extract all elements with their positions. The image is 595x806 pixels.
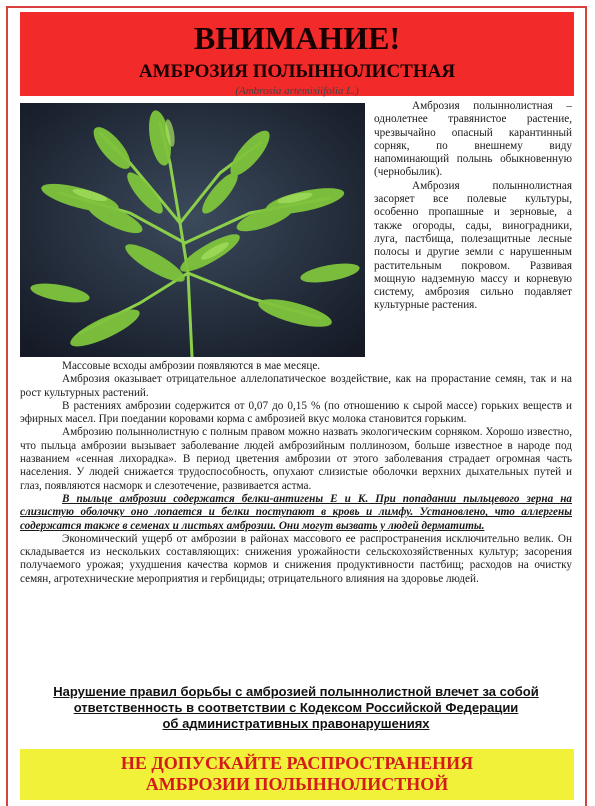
body-paragraph: Массовые всходы амброзии появляются в мае месяце. — [62, 360, 321, 372]
legal-notice-line: об административных правонарушениях — [162, 716, 430, 731]
call-to-action-banner — [20, 749, 574, 800]
warning-header — [20, 12, 574, 96]
legal-notice — [20, 684, 572, 732]
plant-name: АМБРОЗИЯ ПОЛЫННОЛИСТНАЯ — [138, 61, 456, 82]
ragweed-photo — [20, 103, 365, 357]
banner-line: АМБРОЗИИ ПОЛЫННОЛИСТНОЙ — [145, 774, 449, 794]
side-paragraph: Амброзия полыннолистная – однолетнее травянистое растение, чрезвычайно опасный карантинный сорняк, по внешнему виду напоминающий полынь обыкновенную (чернобылик). — [374, 100, 572, 179]
body-paragraph: Амброзия оказывает отрицательное аллелопатическое воздействие, как на прорастание семян, так и на рост культурных растений. — [20, 373, 572, 399]
side-paragraph: Амброзия полыннолистная засоряет все полевые культуры, особенно пропашные и зерновые, а также огороды, сады, виноградники, луга, пастбища, полезащитные лесные полосы и другие земли с нарушенным растительным покровом. Развивая мощную надземную массу и корневую систему, амброзия сильно подавляет культурные растения. — [374, 179, 572, 312]
banner-line: НЕ ДОПУСКАЙТЕ РАСПРОСТРАНЕНИЯ — [120, 753, 474, 773]
legal-notice-line: ответственность в соответствии с Кодексом Российской Федерации — [73, 700, 519, 715]
latin-name: (Ambrosia artemisiifolia L.) — [235, 85, 359, 97]
body-paragraph: Амброзию полыннолистную с полным правом можно назвать экологическим сорняком. Хорошо известно, что пыльца амброзии вызывает заболевание людей амброзийным поллинозом, больше известное в народе под названием «сенная лихорадка». В период цветения амброзии от этого заболевания страдает огромная часть населения. У людей снижается трудоспособность, опухают слизистые оболочки верхних дыхательных путей и глаз, появляются насморк и слезотечение, развивается астма. — [20, 426, 572, 492]
side-description — [374, 100, 572, 313]
allergen-warning-paragraph: В пыльце амброзии содержатся белки-антигены Е и К. При попадании пыльцевого зерна на слизистую оболочку оно лопается и белки поступают в кровь и лимфу. Установлено, что аллергены содержатся также в семенах и листьях амброзии. Они могут вызвать у людей дерматиты. — [20, 492, 572, 532]
legal-notice-line: Нарушение правил борьбы с амброзией полыннолистной влечет за собой — [53, 684, 539, 699]
warning-title: ВНИМАНИЕ! — [193, 20, 401, 56]
body-paragraph: Экономический ущерб от амброзии в районах массового ее распространения исключительно велик. Он складывается из нескольких составляющих: снижения урожайности сельскохозяйственных культур; засорения получаемого урожая; ухудшения качества кормов и снижения продуктивности пастбищ; расходов на очистку семян, агротехнические мероприятия и гербициды; отрицательного влияния на здоровье людей. — [20, 532, 572, 585]
body-paragraph: В растениях амброзии содержится от 0,07 до 0,15 % (по отношению к сырой массе) горьких веществ и эфирных масел. При поедании коровами корма с амброзией вкус молока становится горьким. — [20, 399, 572, 426]
body-text — [20, 360, 572, 586]
